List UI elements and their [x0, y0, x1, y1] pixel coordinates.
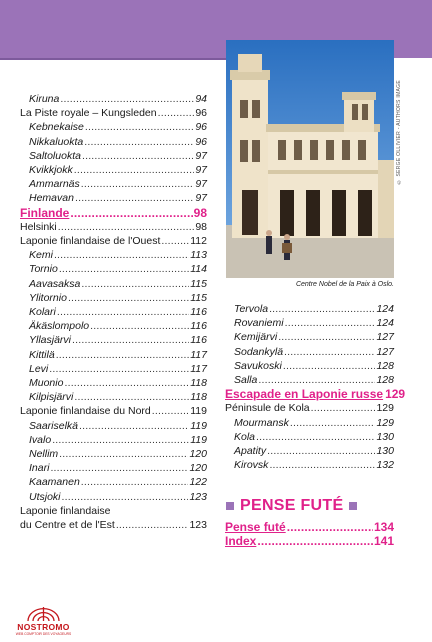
toc-entry: [225, 316, 394, 330]
toc-page-number: 129: [376, 402, 394, 415]
toc-entry: [20, 149, 207, 163]
toc-page-number: 97: [195, 149, 207, 162]
toc-entry-label: Kilpisjärvi: [29, 391, 74, 404]
toc-entry: [20, 291, 207, 305]
toc-entry: [225, 345, 394, 359]
pense-fute-heading: [226, 497, 394, 515]
toc-entry: [225, 401, 394, 415]
toc-entry-label: Muonio: [29, 377, 64, 390]
toc-leader-dots: [79, 419, 189, 433]
toc-leader-dots: [81, 277, 189, 291]
toc-page-number: 116: [190, 320, 207, 333]
toc-page-number: 128: [376, 359, 394, 372]
toc-entry-label: Index: [225, 534, 257, 549]
toc-entry: [225, 416, 394, 430]
toc-leader-dots: [311, 401, 376, 415]
toc-page-number: 123: [189, 490, 207, 503]
toc-leader-dots: [284, 345, 375, 359]
toc-page-number: 127: [376, 331, 394, 344]
toc-page-number: 96: [195, 107, 207, 120]
toc-page-number: 129: [385, 387, 406, 402]
toc-page-number: 119: [190, 419, 207, 432]
toc-entry: [20, 433, 207, 447]
toc-entry-label: La Piste royale – Kungsleden: [20, 107, 157, 120]
toc-leader-dots: [81, 177, 195, 191]
toc-entry-label: Escapade en Laponie russe: [225, 387, 384, 402]
toc-entry-label: Apatity: [234, 445, 267, 458]
toc-page-number: 115: [190, 277, 207, 290]
toc-page-number: 123: [189, 519, 207, 532]
toc-entry-label-line2: du Centre et de l'Est: [20, 519, 115, 532]
toc-entry: [20, 461, 207, 475]
toc-leader-dots: [85, 120, 194, 134]
toc-entry: [20, 376, 207, 390]
toc-page-number: 116: [190, 306, 207, 319]
toc-entry: [20, 419, 207, 433]
toc-entry: [225, 330, 394, 344]
pense-fute-title: PENSE FUTÉ: [240, 497, 344, 514]
toc-entry-label: Ylitornio: [29, 291, 67, 304]
toc-leader-dots: [62, 490, 189, 504]
toc-page-number: 119: [190, 433, 207, 446]
toc-entry-label: Inari: [29, 462, 50, 475]
toc-leader-dots: [81, 475, 189, 489]
toc-leader-dots: [68, 291, 189, 305]
toc-entry-label: Nikkaluokta: [29, 135, 84, 148]
toc-entry: [20, 475, 207, 489]
toc-entry: [20, 348, 207, 362]
toc-entry-label: Savukoski: [234, 359, 282, 372]
toc-leader-dots: [74, 163, 195, 177]
toc-section-heading: [20, 206, 207, 220]
toc-entry-label: Kebnekaise: [29, 121, 84, 134]
toc-page-number: 117: [190, 362, 207, 375]
toc-entry-label: Laponie finlandaise de l'Ouest: [20, 235, 161, 248]
toc-entry: [20, 333, 207, 347]
toc-entry: [225, 444, 394, 458]
toc-leader-dots: [257, 534, 373, 548]
toc-page-number: 112: [190, 235, 207, 248]
toc-leader-dots: [116, 518, 189, 532]
toc-entry: [225, 430, 394, 444]
toc-leader-dots: [60, 92, 194, 106]
toc-page-number: 113: [190, 249, 207, 262]
toc-page-number: 119: [190, 405, 207, 418]
toc-entry: [20, 262, 207, 276]
toc-section-heading: [225, 520, 394, 534]
toc-leader-dots: [59, 262, 189, 276]
toc-entry-label: Salla: [234, 374, 258, 387]
toc-entry-label: Nellim: [29, 448, 59, 461]
toc-entry-label: Saariselkä: [29, 419, 79, 432]
toc-leader-dots: [59, 447, 188, 461]
toc-leader-dots: [161, 234, 189, 248]
toc-entry-label: Kiruna: [29, 93, 60, 105]
toc-leader-dots: [64, 376, 189, 390]
toc-entry-label: Sodankylä: [234, 345, 284, 358]
toc-entry-label: Helsinki: [20, 220, 57, 233]
toc-leader-dots: [56, 348, 190, 362]
toc-entry-label: Levi: [29, 362, 49, 375]
toc-entry-label: Kirovsk: [234, 459, 269, 472]
toc-entry: [20, 163, 207, 177]
toc-entry: [20, 220, 207, 234]
toc-entry: [20, 120, 207, 134]
toc-entry-label: Saltoluokta: [29, 149, 81, 162]
toc-page-number: 97: [195, 178, 207, 191]
toc-leader-dots: [82, 149, 194, 163]
toc-pense-fute-entries: [225, 520, 394, 548]
toc-page-number: 94: [195, 93, 207, 105]
logo-tagline: WEB COMPTOIR DES VOYAGEURS: [15, 632, 72, 636]
toc-page-number: 96: [195, 121, 207, 134]
toc-page-number: 97: [195, 192, 207, 205]
toc-page-number: 120: [189, 462, 207, 475]
toc-leader-dots: [49, 362, 189, 376]
toc-page-number: 118: [190, 391, 207, 404]
toc-entry-label: Mourmansk: [234, 416, 289, 429]
toc-entry: [225, 359, 394, 373]
toc-page-number: 115: [190, 291, 207, 304]
toc-entry: [20, 447, 207, 461]
toc-page-number: 116: [190, 334, 207, 347]
toc-leader-dots: [70, 206, 192, 220]
toc-leader-dots: [285, 316, 376, 330]
photo-nobel-peace-center: [226, 40, 394, 278]
toc-page-number: 130: [376, 430, 394, 443]
toc-page-number: 124: [376, 303, 394, 315]
toc-leader-dots: [75, 191, 194, 205]
toc-leader-dots: [152, 404, 189, 418]
toc-left-last-entry: [20, 504, 207, 532]
toc-entry: [20, 305, 207, 319]
toc-leader-dots: [269, 458, 375, 472]
toc-page-number: 97: [195, 164, 207, 177]
toc-leader-dots: [287, 520, 373, 534]
toc-entry-label: Yllasjärvi: [29, 334, 72, 347]
toc-page-number: 96: [195, 135, 207, 148]
toc-leader-dots: [290, 416, 376, 430]
toc-leader-dots: [57, 305, 189, 319]
toc-entry: [20, 319, 207, 333]
toc-entry-label: Kvikkjokk: [29, 164, 73, 177]
toc-page-number: 120: [189, 448, 207, 461]
toc-page-number: 129: [376, 416, 394, 429]
toc-entry-label: Tervola: [234, 303, 269, 315]
toc-entry: [20, 248, 207, 262]
toc-entry: [20, 490, 207, 504]
toc-entry-label: Finlande: [20, 205, 70, 220]
toc-section-heading: [225, 387, 406, 402]
toc-entry: [20, 191, 207, 205]
toc-entry: [20, 404, 207, 418]
toc-entry: [20, 234, 207, 248]
toc-entry: [20, 135, 207, 149]
toc-entry: [20, 92, 207, 106]
toc-entry: [20, 390, 207, 404]
toc-entry-label: Kemi: [29, 249, 53, 262]
toc-entry-label: Äkäslompolo: [29, 320, 90, 333]
toc-page-number: 134: [373, 520, 394, 534]
toc-page-number: 141: [373, 534, 394, 549]
toc-entry-label: Tornio: [29, 263, 58, 276]
toc-entry-label: Ivalo: [29, 433, 52, 446]
toc-page-number: 114: [190, 263, 207, 276]
toc-page-number: 117: [190, 348, 207, 361]
toc-page-number: 132: [376, 459, 394, 472]
square-bullet-icon: [226, 502, 234, 510]
toc-entry-label: Kittilä: [29, 348, 55, 361]
toc-entry: [225, 373, 394, 387]
toc-leader-dots: [84, 135, 194, 149]
toc-entry: [20, 177, 207, 191]
toc-entry-label: Kaamanen: [29, 476, 80, 489]
toc-entry-label: Aavasaksa: [29, 277, 81, 290]
toc-entry-label: Kola: [234, 430, 256, 443]
toc-entry: [225, 458, 394, 472]
toc-page-number: 128: [376, 374, 394, 387]
toc-leader-dots: [256, 430, 375, 444]
toc-entry-label: Kolari: [29, 306, 56, 319]
toc-entry-label: Péninsule de Kola: [225, 402, 310, 415]
toc-leader-dots: [72, 333, 189, 347]
toc-entry-label: Pense futé: [225, 520, 286, 534]
logo-name: NOSTROMO: [17, 622, 70, 632]
toc-entry-label: Utsjoki: [29, 490, 61, 503]
toc-leader-dots: [258, 373, 375, 387]
toc-section-heading: [225, 534, 394, 548]
toc-entry: [225, 302, 394, 316]
toc-entry-label: Ammarnäs: [29, 178, 80, 191]
toc-page-number: 98: [195, 220, 207, 233]
toc-leader-dots: [283, 359, 376, 373]
toc-entry-label: Kemijärvi: [234, 331, 278, 344]
toc-leader-dots: [52, 433, 189, 447]
toc-page-number: 98: [193, 205, 207, 220]
toc-entry: [20, 277, 207, 291]
toc-leader-dots: [54, 248, 189, 262]
toc-entry: [20, 362, 207, 376]
photo-caption: Centre Nobel de la Paix à Oslo.: [295, 281, 394, 288]
toc-leader-dots: [50, 461, 188, 475]
toc-entry-label: Hemavan: [29, 192, 74, 205]
toc-leader-dots: [74, 390, 189, 404]
toc-leader-dots: [267, 444, 375, 458]
toc-page-number: 127: [376, 345, 394, 358]
toc-right-column: [225, 302, 406, 472]
toc-entry-label: Rovaniemi: [234, 317, 284, 330]
toc-leader-dots: [278, 330, 375, 344]
toc-entry: [20, 106, 207, 120]
toc-leader-dots: [158, 106, 195, 120]
toc-page-number: 130: [376, 445, 394, 458]
photo-credit: © SERGE OLLIVIER - AUTHORS IMAGE: [396, 80, 402, 185]
toc-entry-label: Laponie finlandaise du Nord: [20, 405, 151, 418]
toc-page-number: 118: [190, 377, 207, 390]
header-rule: [0, 58, 226, 60]
toc-page-number: 122: [189, 476, 207, 489]
square-bullet-icon: [349, 502, 357, 510]
toc-page-number: 124: [376, 317, 394, 330]
toc-left-column: [20, 92, 207, 504]
toc-entry-label-line1: Laponie finlandaise: [20, 505, 111, 517]
toc-leader-dots: [269, 302, 375, 316]
toc-leader-dots: [58, 220, 195, 234]
toc-leader-dots: [90, 319, 189, 333]
